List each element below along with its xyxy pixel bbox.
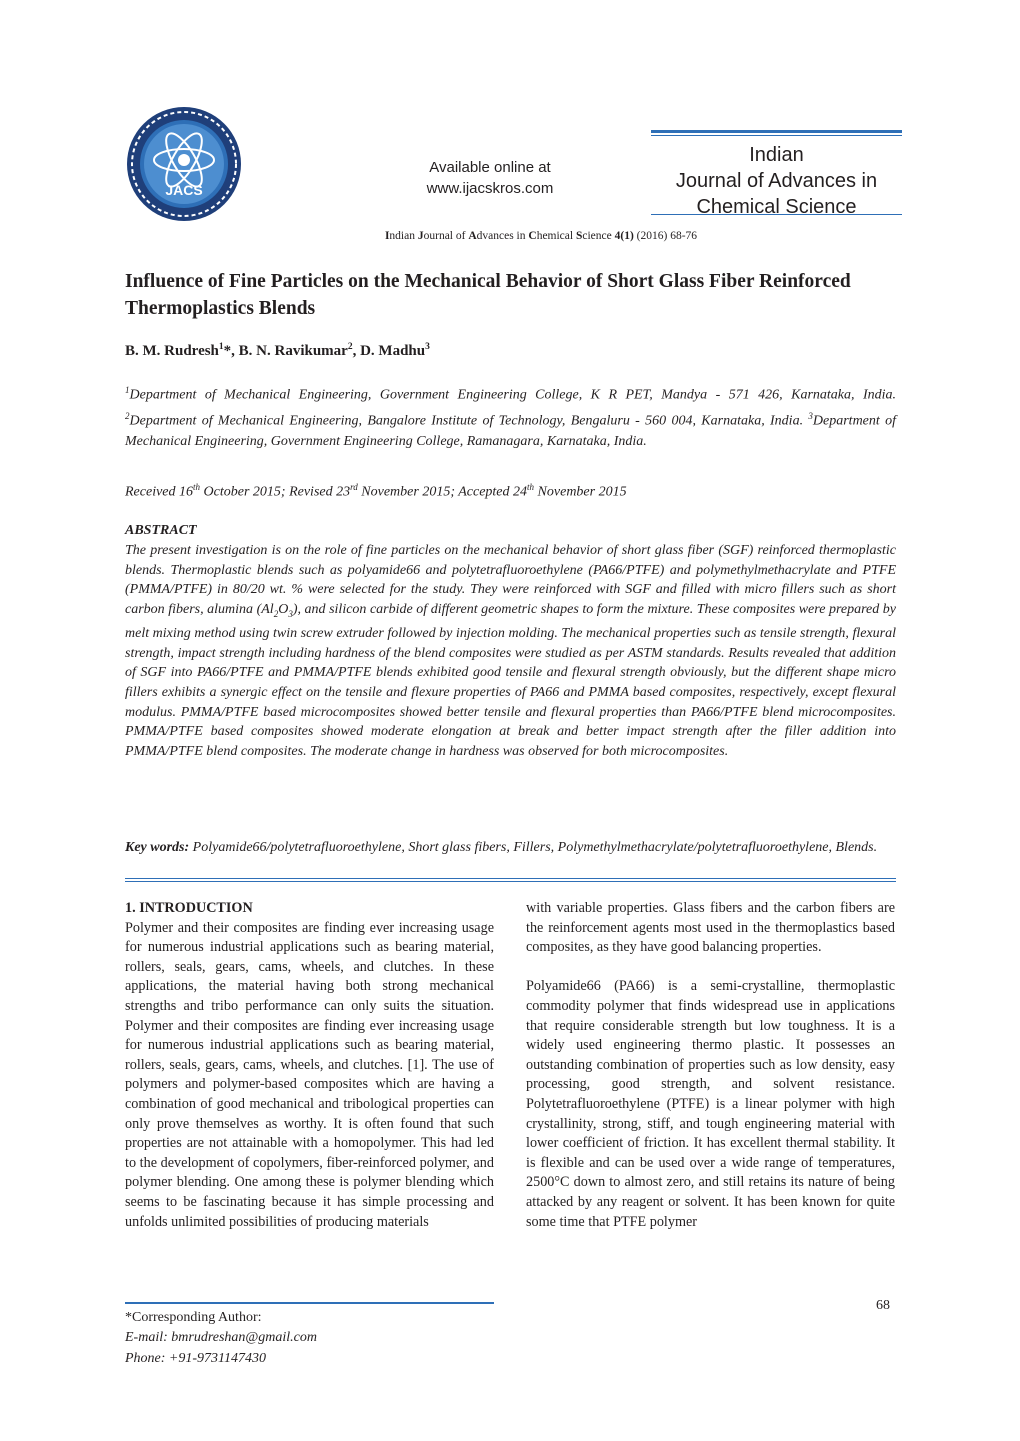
keywords-label: Key words: — [125, 840, 190, 855]
author-name: D. Madhu — [360, 343, 426, 359]
author-phone: Phone: +91-9731147430 — [125, 1350, 266, 1366]
journal-citation: Indian Journal of Advances in Chemical Science 4(1) (2016) 68-76 — [384, 230, 698, 242]
journal-logo — [125, 105, 243, 223]
availability-note — [400, 157, 580, 199]
corresponding-author-note — [125, 1308, 317, 1369]
available-label: Available online at — [429, 159, 551, 176]
affiliations: $^1$Department of Mechanical Engineering, Government Engineering College, K R PET, Mandya - 571 426, Karnataka, India. $^2$Department of Mechanical Engineering, Bangalore Institute of Technology, Bengaluru - 560 004, Karnataka, India. $^3$Department of Mechanical Engineering, Government Engineering College, Ramanagara, Karnataka, India. — [125, 385, 896, 450]
journal-rule-top — [651, 130, 902, 136]
abstract-text: The present investigation is on the role of fine particles on the mechanical behavior of short glass fiber (SGF) reinforced thermoplastic blends. Thermoplastic blends such as polyamide66 and polytetrafluoroethylene (PA66/PTFE) and polymethylmethacrylate and PTFE (PMMA/PTFE) in 80/20 wt. % were selected for the study. They were reinforced with SGF and filled with micro fillers such as short carbon fibers, alumina $(Al_2O_3)$, and silicon carbide of different geometric shapes to form the mixture. These composites were prepared by melt mixing method using twin screw extruder followed by injection molding. The mechanical properties such as tensile strength, flexural strength, impact strength including hardness of the blend composites were studied as per ASTM standards. Results revealed that addition of SGF into PA66/PTFE and PMMA/PTFE blends exhibited good tensile and flexural strength obviously, but the different shape micro fillers exhibits a synergic effect on the tensile and flexure properties of PA66 and PMMA based composites, respectively, except flexural modulus. PMMA/PTFE based microcomposites showed better tensile and flexural properties than PA66/PTFE blend microcomposites. PMMA/PTFE based composites showed moderate elongation at break and better impact strength after the filler addition into PMMA/PTFE blend composites. The moderate change in hardness was observed for both microcomposites. — [125, 543, 897, 759]
logo-seal-icon — [127, 107, 241, 221]
section-divider — [125, 878, 896, 882]
body-column-left — [125, 899, 494, 1232]
footnote-rule — [125, 1302, 494, 1304]
journal-title — [651, 142, 902, 220]
available-url[interactable]: www.ijacskros.com — [426, 180, 554, 197]
intro-paragraph: Polymer and their composites are finding ever increasing usage for numerous industrial applications such as bearing material, rollers, seals, gears, cams, wheels, and clutches. In these applications, the material having both strong mechanical strengths and tribo performance can only suits the situation. Polymer and their composites are finding ever increasing usage for numerous industrial applications such as bearing material, rollers, seals, gears, cams, wheels, and clutches. [1]. The use of polymers and polymer-based composites which are having a combination of good mechanical and tribological properties can only prove themselves as worthy. It is often found that such properties are not attainable with a homopolymer. This had led to the development of copolymers, fiber-reinforced polymer, and polymer blending. One among these is polymer blending which seems to be fascinating because it has simple processing and unfolds unlimited possibilities of producing materials — [125, 919, 494, 1230]
article-title: Influence of Fine Particles on the Mechanical Behavior of Short Glass Fiber Reinforced Thermoplastics Blends — [125, 271, 851, 319]
journal-title-line2: Journal of Advances in — [675, 170, 878, 192]
intro-paragraph: with variable properties. Glass fibers and the carbon fibers are the reinforcement agents most used in the thermoplastics based composites, as they have good balancing properties. — [526, 900, 895, 956]
journal-title-block — [651, 130, 902, 220]
corresponding-label: *Corresponding Author: — [125, 1310, 262, 1325]
svg-text:JACS: JACS — [165, 182, 203, 198]
author-list: B. M. Rudresh$^1$*, B. N. Ravikumar$^2$, D. Madhu$^3$ — [125, 342, 430, 359]
page-number: 68 — [876, 1298, 890, 1313]
section-heading: 1. INTRODUCTION — [125, 900, 253, 916]
keywords — [125, 838, 896, 858]
intro-paragraph: Polyamide66 (PA66) is a semi-crystalline, thermoplastic commodity polymer that finds widespread use in applications that require considerable strength but low toughness. It is a widely used engineering thermo plastic. It possesses an outstanding combination of properties such as low density, easy processing, good strength, and solvent resistance. Polytetrafluoroethylene (PTFE) is a linear polymer with high crystallinity, strong, stiff, and tough engineering material with lower coefficient of friction. It has excellent thermal stability. It is flexible and can be used over a wide range of temperatures, 2500°C down to almost zero, and still retains its nature of being attacked by any reagent or solvent. It has been known for quite some time that PTFE polymer — [526, 978, 895, 1230]
journal-rule-bottom — [651, 214, 902, 215]
author-name: B. M. Rudresh — [125, 343, 219, 359]
author-email[interactable]: E-mail: bmrudreshan@gmail.com — [125, 1330, 318, 1346]
author-name: B. N. Ravikumar — [238, 343, 348, 359]
article-dates: Received 16th October 2015; Revised 23rd November 2015; Accepted 24th November 2015 — [125, 482, 627, 500]
journal-title-line1: Indian — [749, 144, 804, 166]
keywords-text: Polyamide66/polytetrafluoroethylene, Short glass fibers, Fillers, Polymethylmethacrylate/polytetrafluoroethylene, Blends. — [189, 840, 878, 855]
journal-title-line3: Chemical Science — [696, 196, 857, 218]
abstract-heading: ABSTRACT — [125, 523, 197, 538]
body-column-right — [526, 899, 895, 1232]
